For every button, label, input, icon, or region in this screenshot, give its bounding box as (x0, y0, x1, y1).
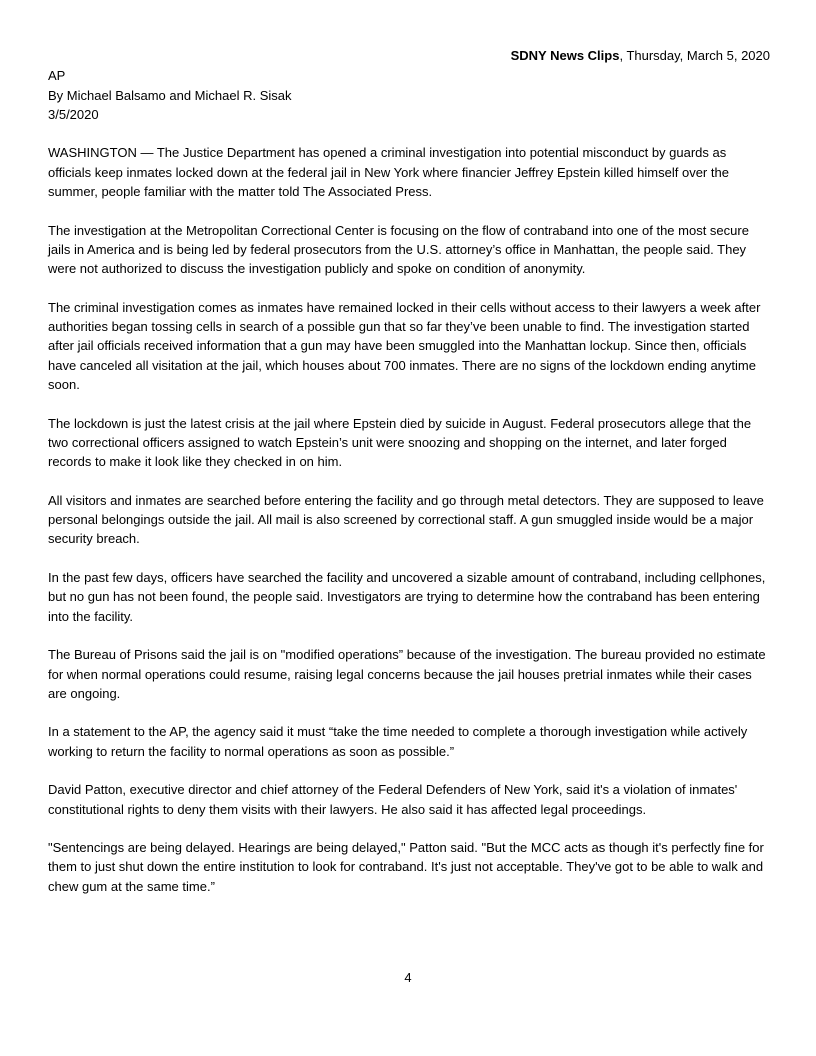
article-paragraph: The Bureau of Prisons said the jail is on "modified operations” because of the investigation. The bureau provided no estimate for when normal operations could resume, raising legal concerns because the jail houses pretrial inmates while their cases are ongoing. (48, 647, 766, 701)
document-page (48, 46, 770, 915)
page-header (48, 46, 770, 65)
header-date: , Thursday, March 5, 2020 (619, 48, 770, 63)
article-paragraph: The lockdown is just the latest crisis at the jail where Epstein died by suicide in August. Federal prosecutors allege that the two correctional officers assigned to watch Epstein’s unit were snoozing and shopping on the internet, and later forged records to make it look like they checked in on him. (48, 415, 752, 470)
article-date: 3/5/2020 (48, 106, 99, 122)
article-paragraph: The investigation at the Metropolitan Correctional Center is focusing on the flow of contraband into one of the most secure jails in America and is being led by federal prosecutors from the U.S. attorney’s office in Manhattan, the people said. They were not authorized to discuss the investigation publicly and spoke on condition of anonymity. (48, 222, 749, 277)
publication-name: SDNY News Clips (510, 48, 620, 63)
article-paragraph: David Patton, executive director and chief attorney of the Federal Defenders of New York, said it's a violation of inmates' constitutional rights to deny them visits with their lawyers. He also said it has affected legal proceedings. (48, 782, 738, 817)
article-paragraph: All visitors and inmates are searched before entering the facility and go through metal detectors. They are supposed to leave personal belongings outside the jail. All mail is also screened by correctional staff. A gun smuggled inside would be a major security breach. (48, 492, 764, 547)
article-paragraph: WASHINGTON — The Justice Department has opened a criminal investigation into potential misconduct by guards as officials keep inmates locked down at the federal jail in New York where financier Jeffrey Epstein killed himself over the summer, people familiar with the matter told The Associated Press. (48, 145, 729, 200)
article-paragraph: In the past few days, officers have searched the facility and uncovered a sizable amount of contraband, including cellphones, but no gun has not been found, the people said. Investigators are trying to determine how the contraband has been entering into the facility. (48, 570, 766, 624)
article-paragraph: The criminal investigation comes as inmates have remained locked in their cells without access to their lawyers a week after authorities began tossing cells in search of a possible gun that so far they’ve been unable to find. The investigation started after jail officials received information that a gun may have been smuggled into the Manhattan lockup. Since then, officials have canceled all visitation at the jail, which houses about 700 inmates. There are no signs of the lockdown ending anytime soon. (48, 299, 761, 393)
article-body (48, 143, 770, 896)
page-number: 4 (404, 970, 412, 985)
article-meta (48, 66, 770, 124)
article-paragraph: "Sentencings are being delayed. Hearings are being delayed," Patton said. "But the MCC acts as though it's perfectly fine for them to just shut down the entire institution to look for contraband. It's just not acceptable. They've got to be able to walk and chew gum at the same time.” (48, 840, 764, 894)
article-byline: By Michael Balsamo and Michael R. Sisak (48, 87, 292, 103)
article-paragraph: In a statement to the AP, the agency said it must “take the time needed to complete a thorough investigation while actively working to return the facility to normal operations as soon as possible.” (48, 724, 748, 759)
article-source: AP (48, 68, 66, 84)
